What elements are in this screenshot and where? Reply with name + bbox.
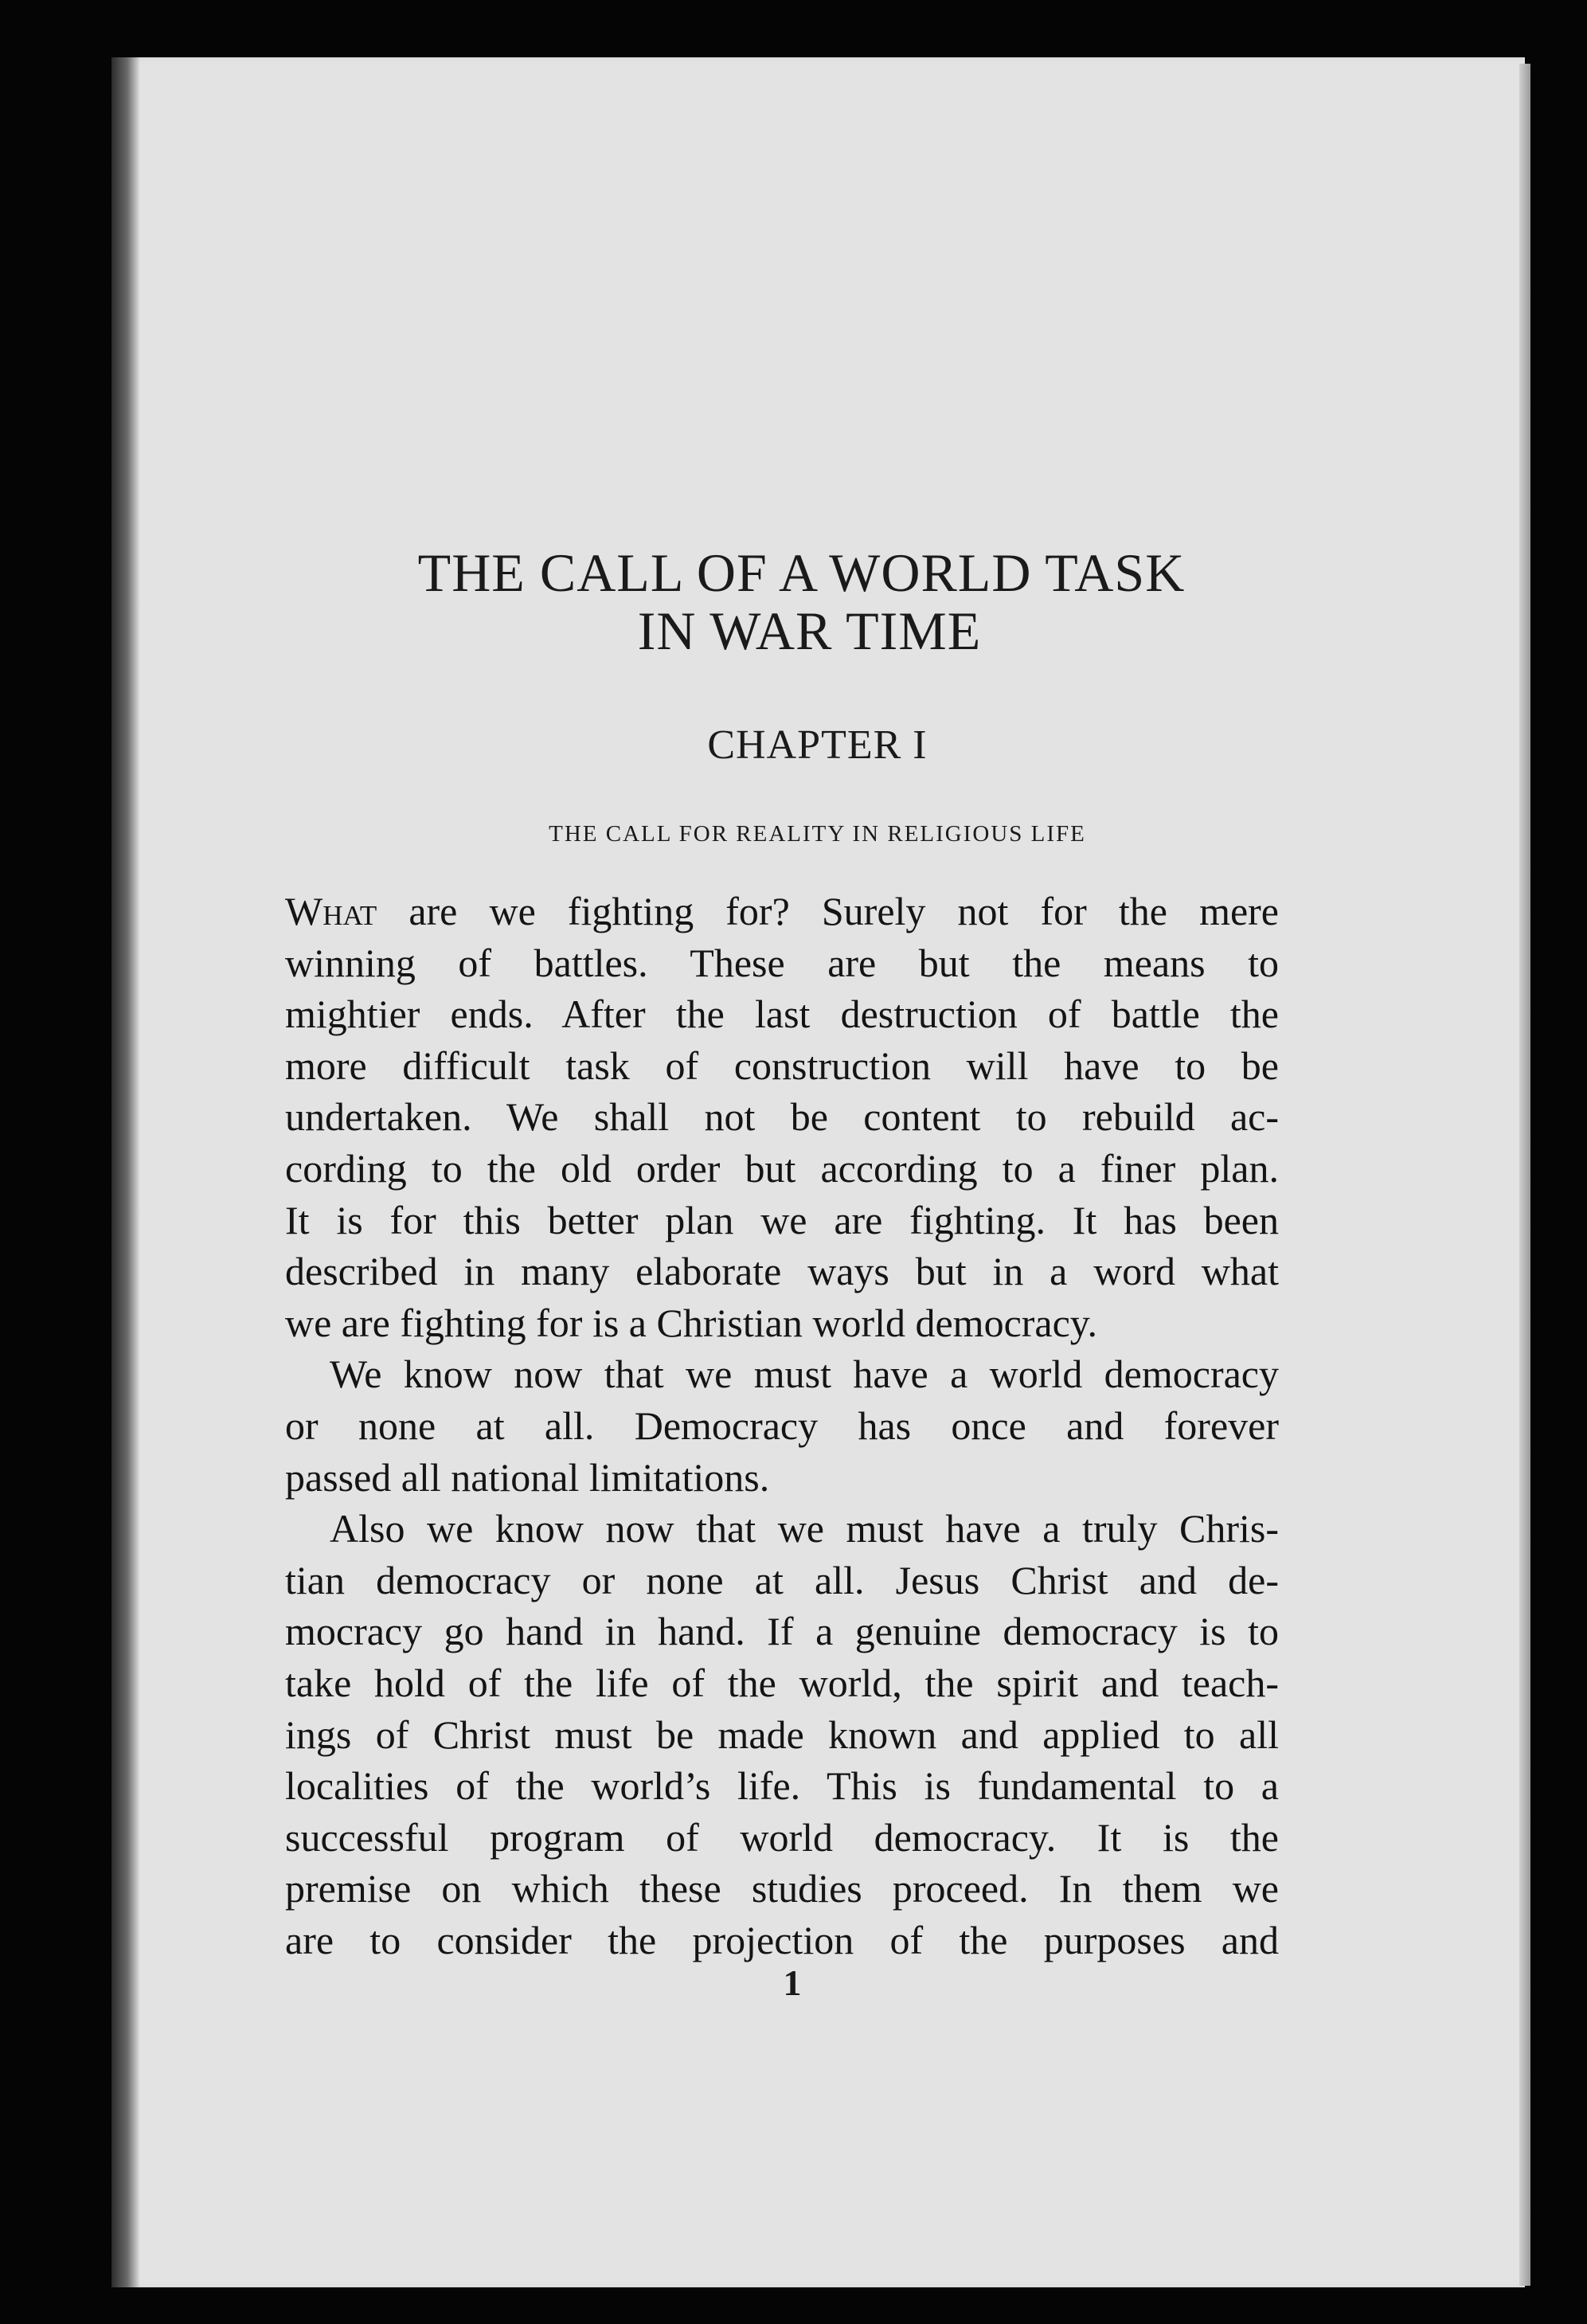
text-line: we are fighting for is a Christian world democracy. [285,1300,1098,1345]
chapter-title: THE CALL FOR REALITY IN RELIGIOUS LIFE [549,821,1086,847]
chapter-number: CHAPTER I [707,722,928,768]
page-right-edge [1519,64,1530,2286]
text-line [285,886,1279,937]
book-title-line-2: IN WAR TIME [637,601,982,661]
text-line: We know now that we must have a world democracy [330,1352,1279,1397]
text-line: ings of Christ must be made known and applied to all [285,1712,1279,1757]
text-line: localities of the world’s life. This is fundamental to a [285,1763,1279,1809]
text-line: cording to the old order but according to a finer plan. [285,1145,1279,1191]
text-line: are to consider the projection of the purposes and [285,1917,1279,1962]
text-line: undertaken. We shall not be content to rebuild ac- [285,1094,1279,1140]
opening-word: What [285,889,377,933]
text-line-content: are we fighting for? Surely not for the mere [377,889,1279,933]
text-line: take hold of the life of the world, the spirit and teach- [285,1660,1279,1705]
text-line: premise on which these studies proceed. In them we [285,1866,1279,1911]
text-line: more difficult task of construction will have to be [285,1043,1279,1088]
chapter-body [285,886,1279,1966]
text-line: mightier ends. After the last destruction of battle the [285,992,1279,1037]
text-line: winning of battles. These are but the means to [285,940,1279,985]
book-title-line-1: THE CALL OF A WORLD TASK [417,542,1186,603]
text-line: tian democracy or none at all. Jesus Christ and de- [285,1557,1279,1602]
text-line: mocracy go hand in hand. If a genuine democracy is to [285,1609,1279,1654]
text-line: described in many elaborate ways but in a word what [285,1249,1279,1294]
text-line: successful program of world democracy. It is the [285,1814,1279,1860]
text-line: It is for this better plan we are fighting. It has been [285,1197,1279,1242]
text-line: or none at all. Democracy has once and forever [285,1403,1279,1448]
text-line: Also we know now that we must have a truly Chris- [330,1506,1279,1551]
page-number: 1 [783,1962,802,2003]
text-line: passed all national limitations. [285,1454,770,1500]
page-binding-shadow [111,57,140,2287]
